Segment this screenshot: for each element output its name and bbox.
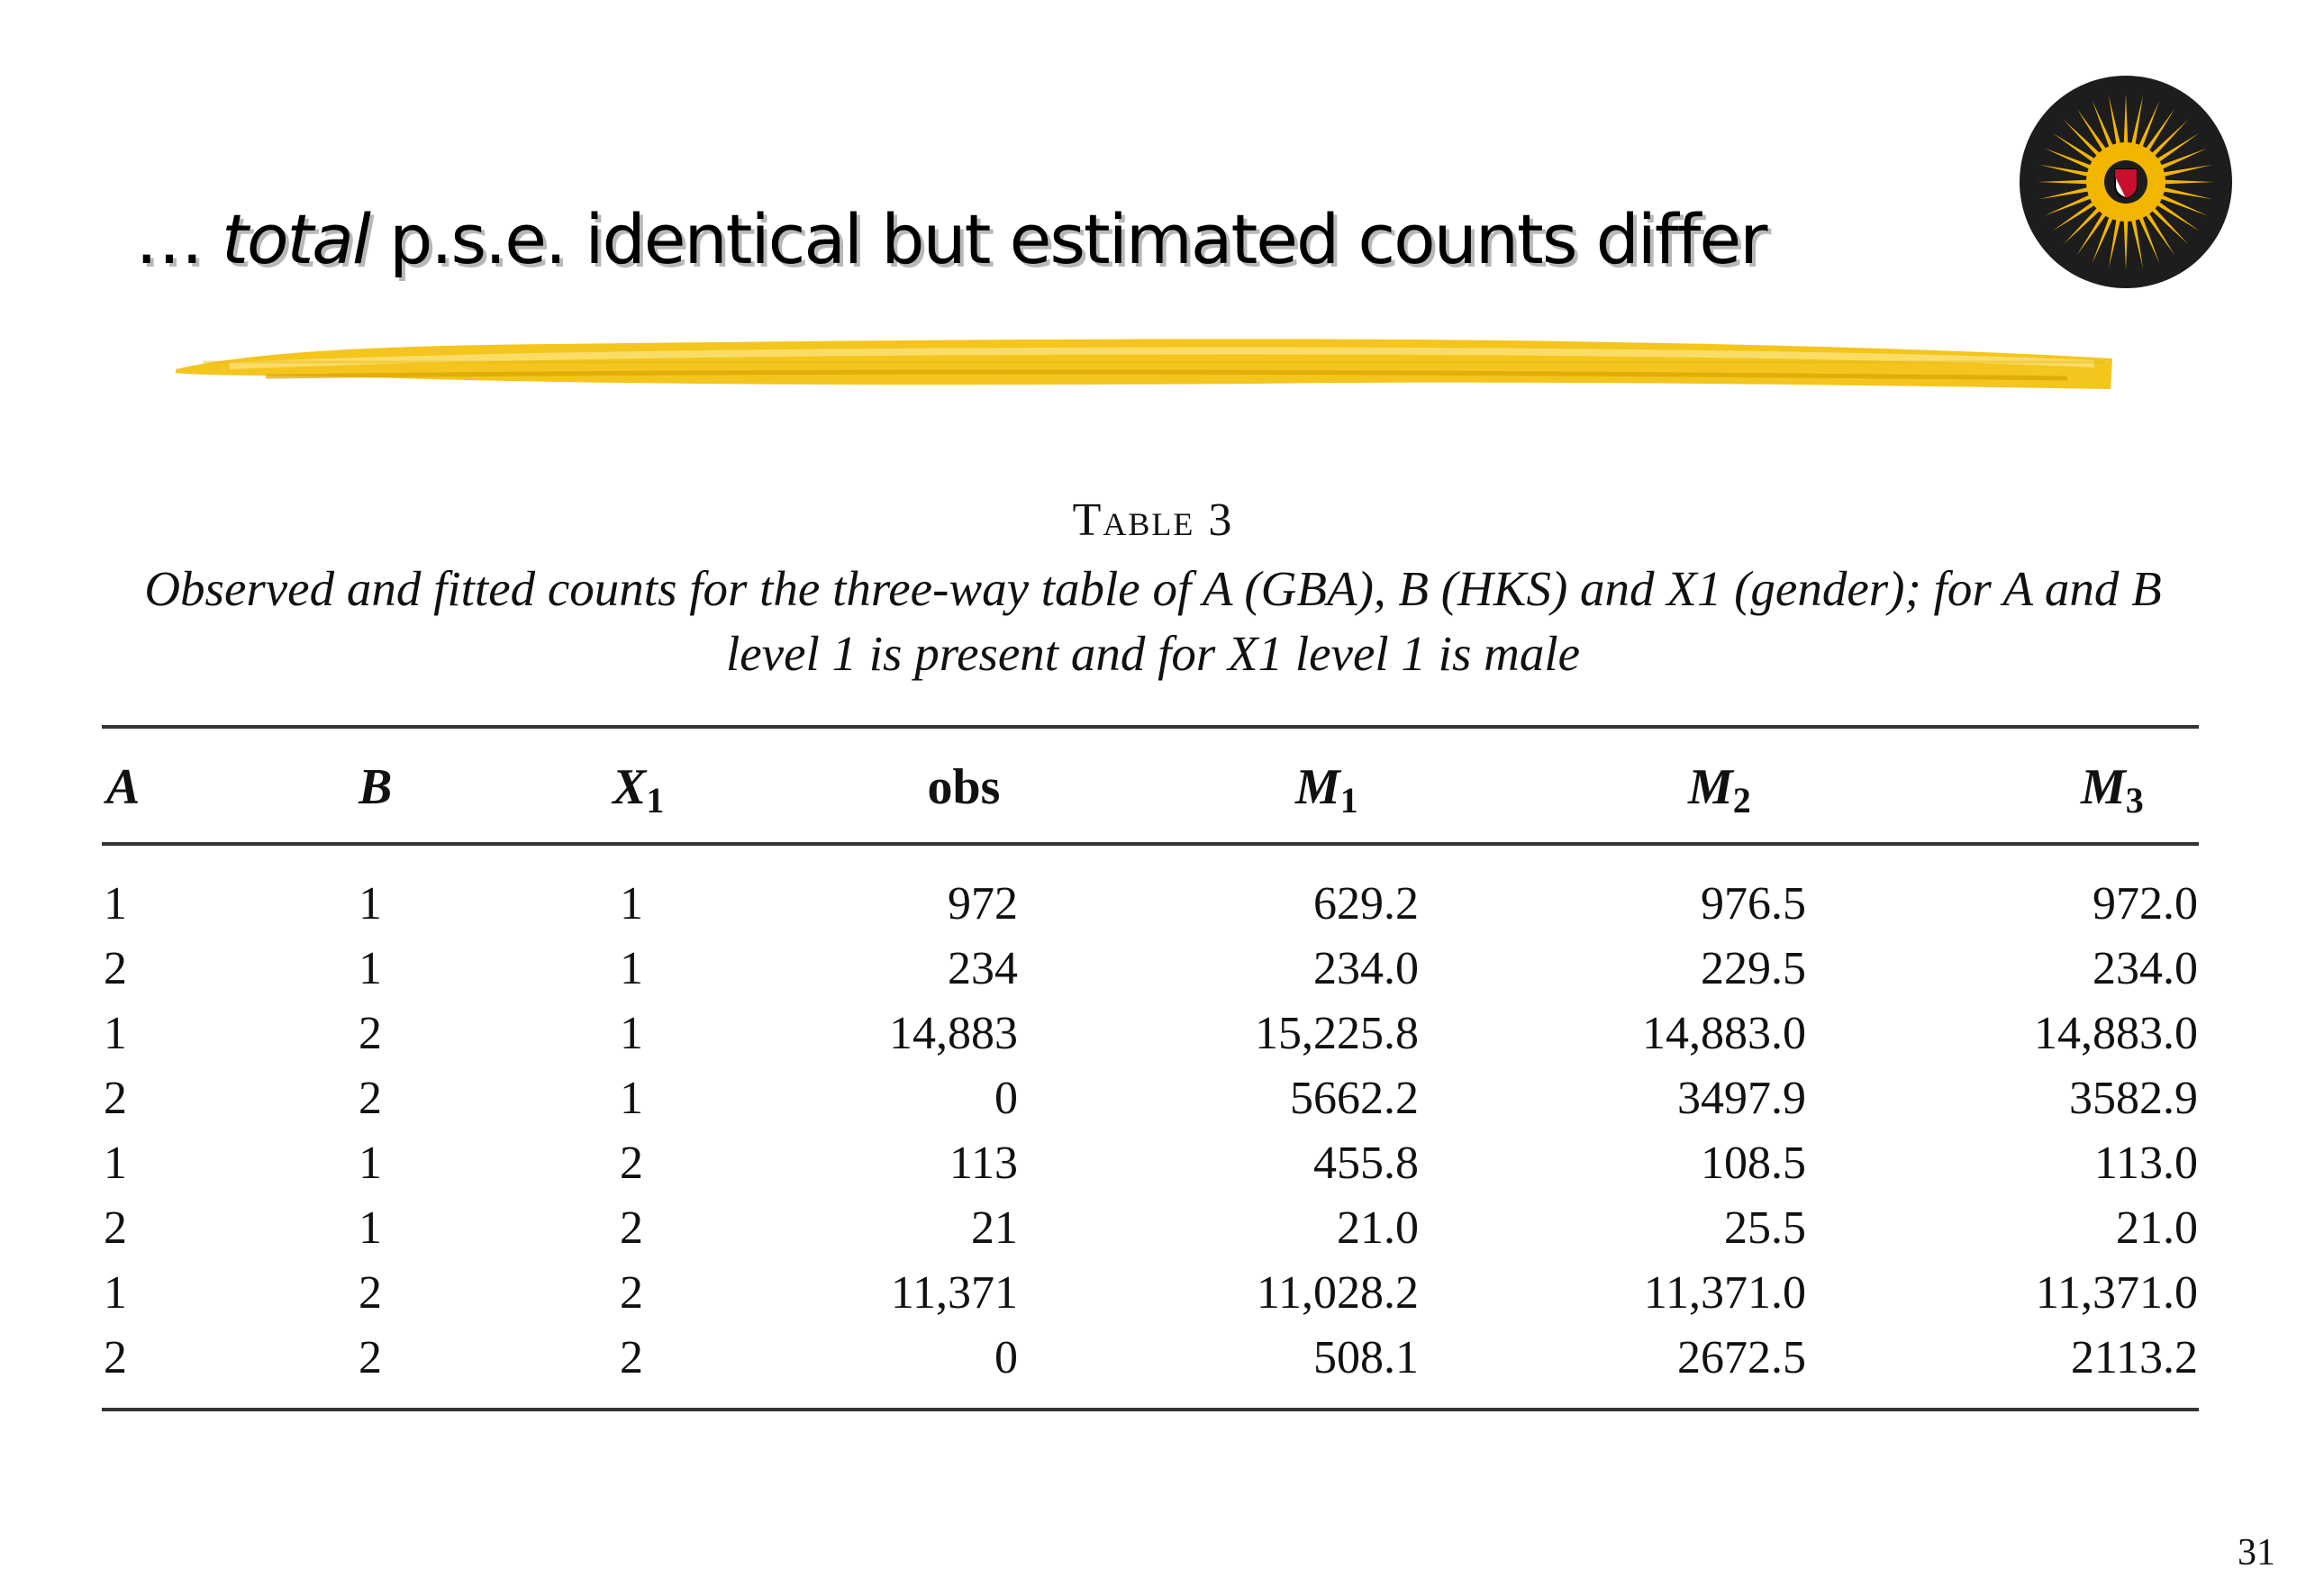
cell-m3: 113.0: [2093, 1138, 2198, 1189]
cell-obs: 14,883: [889, 1008, 1018, 1059]
table-top-rule: [102, 725, 2199, 729]
cell-a: 1: [104, 1008, 127, 1059]
cell-m1: 234.0: [1313, 943, 1419, 994]
university-seal-logo: [2018, 74, 2234, 290]
cell-b: 1: [359, 943, 382, 994]
cell-b: 1: [359, 1138, 382, 1189]
cell-b: 2: [359, 1073, 382, 1124]
cell-m3: 21.0: [2116, 1202, 2198, 1254]
cell-obs: 0: [994, 1332, 1018, 1383]
cell-x1: 2: [620, 1332, 643, 1383]
cell-a: 2: [104, 1332, 127, 1383]
cell-obs: 21: [971, 1202, 1018, 1254]
header-m3: $M_3$: [2081, 759, 2144, 821]
cell-x1: 2: [620, 1202, 643, 1254]
cell-a: 1: [104, 1267, 127, 1319]
table-bottom-rule: [102, 1408, 2199, 1411]
cell-m1: 15,225.8: [1255, 1008, 1419, 1059]
cell-x1: 2: [620, 1267, 643, 1319]
cell-m1: 5662.2: [1290, 1073, 1419, 1124]
cell-m1: 629.2: [1313, 878, 1419, 929]
cell-x1: 1: [620, 943, 643, 994]
cell-a: 1: [104, 1138, 127, 1189]
table-caption: Observed and fitted counts for the three-way table of A (GBA), B (HKS) and X1 (gender); for A and B level 1 is present and for X1 level 1 is male: [144, 561, 2162, 681]
header-obs: obs: [927, 759, 1001, 815]
cell-b: 1: [359, 1202, 382, 1254]
cell-obs: 11,371: [890, 1267, 1018, 1319]
cell-m1: 508.1: [1313, 1332, 1419, 1383]
cell-m3: 2113.2: [2070, 1332, 2198, 1383]
cell-m2: 14,883.0: [1642, 1008, 1806, 1059]
cell-m3: 14,883.0: [2034, 1008, 2198, 1059]
cell-m2: 3497.9: [1677, 1073, 1806, 1124]
title-ellipsis: …: [135, 199, 202, 279]
cell-m3: 11,371.0: [2035, 1267, 2198, 1319]
cell-m2: 25.5: [1724, 1202, 1806, 1254]
title-emphasis: total: [222, 199, 369, 279]
cell-a: 2: [104, 1202, 127, 1254]
cell-m2: 2672.5: [1677, 1332, 1806, 1383]
cell-m1: 11,028.2: [1256, 1267, 1419, 1319]
cell-a: 2: [104, 943, 127, 994]
page-number: 31: [2238, 1532, 2275, 1573]
cell-x1: 1: [620, 878, 643, 929]
cell-m3: 972.0: [2093, 878, 2198, 929]
cell-a: 2: [104, 1073, 127, 1124]
cell-b: 2: [359, 1008, 382, 1059]
cell-x1: 1: [620, 1073, 643, 1124]
table-header-rule: [102, 842, 2199, 846]
cell-obs: 972: [948, 878, 1018, 929]
cell-m3: 234.0: [2093, 943, 2198, 994]
cell-obs: 234: [948, 943, 1018, 994]
cell-a: 1: [104, 878, 127, 929]
cell-m3: 3582.9: [2069, 1073, 2198, 1124]
cell-m2: 11,371.0: [1643, 1267, 1806, 1319]
title-text: p.s.e. identical but estimated counts differ: [389, 199, 1766, 279]
header-m2: $M_2$: [1688, 759, 1751, 821]
cell-b: 2: [359, 1267, 382, 1319]
cell-b: 2: [359, 1332, 382, 1383]
cell-b: 1: [359, 878, 382, 929]
cell-m1: 455.8: [1313, 1138, 1419, 1189]
cell-obs: 0: [994, 1073, 1018, 1124]
header-x1: $X_1$: [613, 759, 665, 821]
cell-x1: 1: [620, 1008, 643, 1059]
slide-title: [135, 199, 1766, 279]
shield-icon: [2115, 169, 2137, 198]
header-m1: $M_1$: [1295, 759, 1358, 821]
cell-x1: 2: [620, 1138, 643, 1189]
table-label: Table 3: [1072, 494, 1234, 546]
cell-m2: 108.5: [1701, 1138, 1806, 1189]
header-a: A: [106, 759, 141, 815]
header-b: B: [359, 759, 393, 815]
cell-m1: 21.0: [1337, 1202, 1419, 1254]
cell-m2: 976.5: [1701, 878, 1806, 929]
brush-stroke-divider: [176, 326, 2112, 398]
cell-obs: 113: [949, 1138, 1018, 1189]
cell-m2: 229.5: [1701, 943, 1806, 994]
